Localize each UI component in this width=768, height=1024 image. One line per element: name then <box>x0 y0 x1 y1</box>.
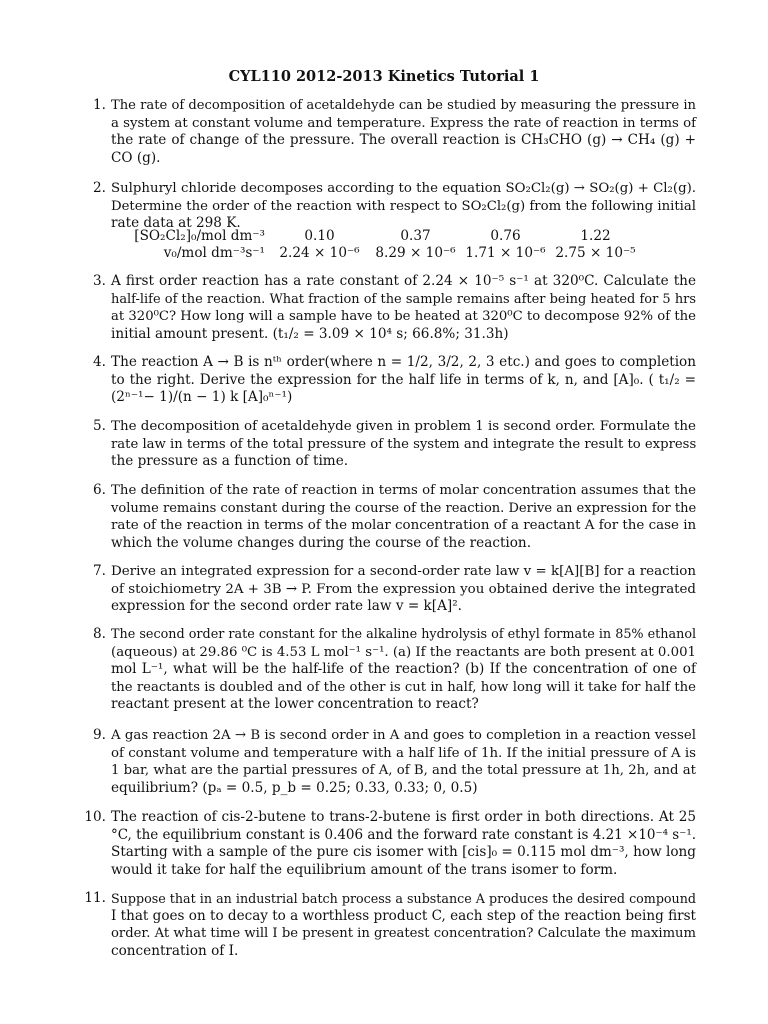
problem-line: rate data at 298 K. <box>111 215 241 232</box>
problem-number: 9. <box>93 727 106 743</box>
problem-number: 2. <box>93 180 106 196</box>
problem-line: initial amount present. (t₁/₂ = 3.09 × 10⁴ s; 66.8%; 31.3h) <box>111 325 509 342</box>
problem-text <box>111 180 696 233</box>
problem-line: The reaction A → B is nᵗʰ order(where n = 1/2, 3/2, 2, 3 etc.) and goes to completion <box>111 354 696 370</box>
table-cell: 0.37 <box>400 228 431 244</box>
table-cell: 2.75 × 10⁻⁵ <box>555 245 636 261</box>
problem-line: which the volume changes during the course of the reaction. <box>111 534 532 551</box>
table-cell: 0.10 <box>304 228 335 244</box>
problem-line: reactant present at the lower concentration to react? <box>111 696 479 713</box>
problem-line: the reactants is doubled and of the other is cut in half, how long will it take for half the <box>111 679 696 695</box>
problem-text <box>111 97 696 167</box>
problem-text <box>111 482 696 552</box>
problem-line: (2ⁿ⁻¹− 1)/(n − 1) k [A]₀ⁿ⁻¹) <box>111 389 293 406</box>
problem-line: Determine the order of the reaction with respect to SO₂Cl₂(g) from the following initial <box>111 198 696 214</box>
table-cell: v₀/mol dm⁻³s⁻¹ <box>163 245 265 261</box>
problem-line: Suppose that in an industrial batch process a substance A produces the desired compound <box>111 891 696 906</box>
problem-line: Sulphuryl chloride decomposes according to the equation SO₂Cl₂(g) → SO₂(g) + Cl₂(g). <box>111 181 696 196</box>
table-cell: 1.22 <box>580 228 611 244</box>
problem-number: 11. <box>84 890 106 906</box>
problem-line: (aqueous) at 29.86 ⁰C is 4.53 L mol⁻¹ s⁻¹. (a) If the reactants are both present at 0.001 <box>111 644 696 660</box>
problem-line: A gas reaction 2A → B is second order in A and goes to completion in a reaction vessel <box>111 728 696 743</box>
problem-line: The second order rate constant for the alkaline hydrolysis of ethyl formate in 85% ethanol <box>111 627 697 642</box>
table-cell: 8.29 × 10⁻⁶ <box>375 245 456 261</box>
problem-number: 1. <box>93 97 106 113</box>
problem-line: I that goes on to decay to a worthless product C, each step of the reaction being first <box>111 907 696 924</box>
problem-text <box>111 354 696 407</box>
problem-text <box>111 563 696 616</box>
table-cell: 0.76 <box>490 228 521 244</box>
problem-line: °C, the equilibrium constant is 0.406 and the forward rate constant is 4.21 ×10⁻⁴ s⁻¹. <box>111 826 696 843</box>
problem-text <box>111 626 696 714</box>
problem-number: 6. <box>93 482 106 498</box>
problem-line: a system at constant volume and temperature. Express the rate of reaction in terms of <box>111 115 697 131</box>
table-cell: 1.71 × 10⁻⁶ <box>465 245 546 261</box>
problem-number: 8. <box>93 626 106 642</box>
problem-line: Starting with a sample of the pure cis isomer with [cis]₀ = 0.115 mol dm⁻³, how long <box>111 844 696 861</box>
page-title: CYL110 2012-2013 Kinetics Tutorial 1 <box>228 68 540 85</box>
problem-line: to the right. Derive the expression for the half life in terms of k, n, and [A]₀. ( t₁/₂ = <box>111 371 696 388</box>
problem-line: volume remains constant during the course of the reaction. Derive an expression for the <box>111 500 697 516</box>
problem-line: 1 bar, what are the partial pressures of A, of B, and the total pressure at 1h, 2h, and at <box>111 763 696 779</box>
problem-text <box>111 273 696 343</box>
problem-line: of stoichiometry 2A + 3B → P. From the expression you obtained derive the integrated <box>111 581 696 597</box>
table-row <box>115 228 675 245</box>
problem-line: of constant volume and temperature with a half life of 1h. If the initial pressure of A is <box>111 745 696 761</box>
problem-number: 4. <box>93 354 106 370</box>
problem-number: 5. <box>93 418 106 434</box>
problem-line: The definition of the rate of reaction in terms of molar concentration assumes that the <box>111 483 696 498</box>
problem-line: mol L⁻¹, what will be the half-life of the reaction? (b) If the concentration of one of <box>111 661 696 678</box>
problem-line: The decomposition of acetaldehyde given in problem 1 is second order. Formulate the <box>111 419 696 434</box>
problem-line: concentration of I. <box>111 942 239 959</box>
problem-line: would it take for half the equilibrium amount of the trans isomer to form. <box>111 861 618 878</box>
table-row <box>115 245 675 262</box>
problem-line: CO (g). <box>111 149 161 166</box>
problem-text <box>111 890 696 960</box>
problem-text <box>111 418 696 471</box>
problem-line: Derive an integrated expression for a second-order rate law v = k[A][B] for a reaction <box>111 564 696 579</box>
problem-line: The rate of decomposition of acetaldehyde can be studied by measuring the pressure in <box>111 98 696 113</box>
table-cell: 2.24 × 10⁻⁶ <box>279 245 360 261</box>
rate-data-table <box>115 228 675 262</box>
problem-line: expression for the second order rate law v = k[A]². <box>111 598 462 615</box>
problem-line: rate of the reaction in terms of the molar concentration of a reactant A for the case in <box>111 518 697 534</box>
problem-line: at 320⁰C? How long will a sample have to be heated at 320⁰C to decompose 92% of the <box>111 309 696 325</box>
problem-number: 3. <box>93 273 106 289</box>
problem-line: The reaction of cis-2-butene to trans-2-butene is first order in both directions. At 25 <box>111 809 696 825</box>
problem-line: the pressure as a function of time. <box>111 453 349 470</box>
table-cell: [SO₂Cl₂]₀/mol dm⁻³ <box>134 228 265 244</box>
problem-line: A first order reaction has a rate constant of 2.24 × 10⁻⁵ s⁻¹ at 320⁰C. Calculate the <box>111 273 696 289</box>
problem-number: 7. <box>93 563 106 579</box>
problem-line: rate law in terms of the total pressure of the system and integrate the result to express <box>111 436 697 452</box>
problem-line: the rate of change of the pressure. The overall reaction is CH₃CHO (g) → CH₄ (g) + <box>111 132 696 149</box>
problem-line: half-life of the reaction. What fraction of the sample remains after being heated for 5 hrs <box>111 291 696 307</box>
problem-line: order. At what time will I be present in greatest concentration? Calculate the maximum <box>111 926 696 942</box>
problem-number: 10. <box>84 809 106 825</box>
problem-text <box>111 809 696 879</box>
problem-line: equilibrium? (pₐ = 0.5, p_b = 0.25; 0.33, 0.33; 0, 0.5) <box>111 779 478 796</box>
problem-text <box>111 727 696 797</box>
